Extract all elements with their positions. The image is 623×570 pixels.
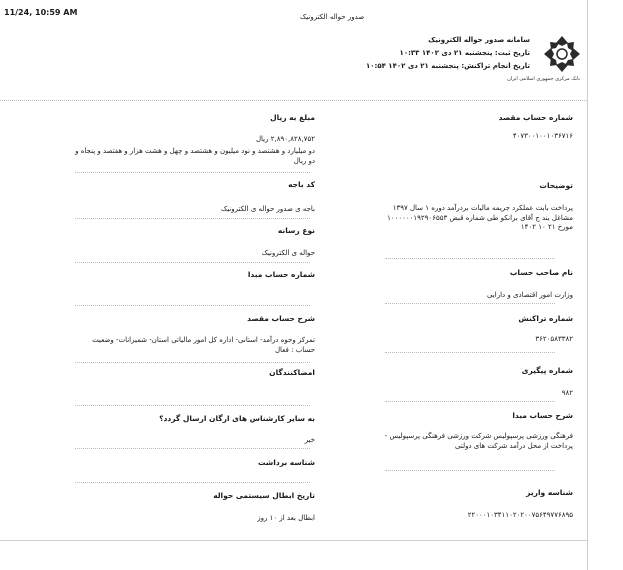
separator <box>75 448 310 449</box>
dest-account-label: شماره حساب مقصد <box>498 113 573 122</box>
transaction-number-label: شماره تراکنش <box>518 314 573 323</box>
page-border-right <box>587 0 588 570</box>
footer-separator <box>0 540 587 541</box>
separator <box>385 258 555 259</box>
tracking-number-label: شماره پیگیری <box>521 366 573 375</box>
amount-in-words: دو میلیارد و هشتصد و نود میلیون و هشتصد و چهل و هشت هزار و هفتصد و پنجاه و دو ریال <box>75 147 315 165</box>
send-to-experts-value: خیر <box>304 436 315 444</box>
tracking-number-value: ۹۸۲ <box>561 389 573 397</box>
header-separator <box>0 100 587 101</box>
separator <box>385 401 555 402</box>
dest-account-value: ۴۰۷۳۰۰۱۰۰۱۰۳۶۷۱۶ <box>512 132 573 140</box>
amount-label: مبلغ به ریال <box>270 113 315 122</box>
description-value: پرداخت بابت عملکرد جریمه مالیات بردرآمد دوره ۱ سال ۱۳۹۷ مشاغل بند ج آقای برانکو طی شماره قبض ۱۰۰۰۰۰۰۱۹۲۹۰۶۵۵۳ مورخ ۲۱ ۱۰ ۱۴۰۲ <box>387 204 573 231</box>
deposit-id-value: ۲۲۰۰۰۱۰۳۴۱۱۰۲۰۲۰۰۷۵۶۴۹۷۷۶۸۹۵ <box>467 511 573 519</box>
separator <box>385 470 555 471</box>
document-header <box>365 32 582 82</box>
separator <box>75 172 310 173</box>
message-type-label: نوع رسانه <box>277 226 315 235</box>
amount-value: ۲,۸۹۰,۸۲۸,۷۵۲ ریال <box>255 135 315 143</box>
description-label: توضیحات <box>539 181 573 190</box>
account-owner-value: وزارت امور اقتصادی و دارایی <box>486 291 573 299</box>
chapter-code-label: کد باجه <box>288 180 315 189</box>
separator <box>75 482 310 483</box>
send-to-experts-label: به سایر کارشناس های ارگان ارسال گردد؟ <box>159 414 315 423</box>
chapter-code-value: باجه ی صدور حواله ی الکترونیک <box>220 205 315 213</box>
document-title: صدور حواله الکترونیک <box>300 13 365 21</box>
system-name: سامانه صدور حواله الکترونیک <box>428 36 530 44</box>
separator <box>385 303 555 304</box>
origin-account-label: شماره حساب مبدا <box>247 270 315 279</box>
transaction-number-value: ۳۶۲۰۵۸۳۳۸۲ <box>535 335 573 343</box>
dest-desc-value: تمرکز وجوه درآمد- استانی- اداره کل امور مالیاتی استان- شمیرانات- وضعیت حساب : فعال <box>92 336 315 354</box>
withdrawal-id-label: شناسه برداشت <box>257 458 315 467</box>
transaction-date: تاریخ انجام تراکنش: پنجشنبه ۲۱ دی ۱۴۰۲ ۱۰:۵۴ <box>365 62 530 70</box>
origin-desc-label: شرح حساب مبدا <box>512 411 573 420</box>
separator <box>75 218 310 219</box>
separator <box>385 352 555 353</box>
deposit-id-label: شناسه واریز <box>526 488 573 497</box>
separator <box>75 305 310 306</box>
auto-cancel-value: ابطال بعد از ۱۰ روز <box>257 514 315 522</box>
bank-logo-icon <box>542 34 582 74</box>
dest-desc-label: شرح حساب مقصد <box>247 314 315 323</box>
separator <box>75 362 310 363</box>
origin-desc-value: فرهنگی ورزشی پرسپولیس شرکت ورزشی فرهنگی پرسپولیس - پرداخت از محل درآمد شرکت های دولتی <box>384 432 573 450</box>
timestamp: 11/24, 10:59 AM <box>4 8 78 17</box>
message-type-value: حواله ی الکترونیک <box>261 249 315 257</box>
separator <box>75 405 310 406</box>
account-owner-label: نام صاحب حساب <box>509 268 573 277</box>
registration-date: تاریخ ثبت: پنجشنبه ۲۱ دی ۱۴۰۲ ۱۰:۳۳ <box>399 49 530 57</box>
auto-cancel-label: تاریخ ابطال سیستمی حواله <box>213 491 315 500</box>
signatories-label: امضاکنندگان <box>269 368 315 377</box>
separator <box>75 262 310 263</box>
bank-name: بانک مرکزی جمهوری اسلامی ایران <box>507 76 580 82</box>
